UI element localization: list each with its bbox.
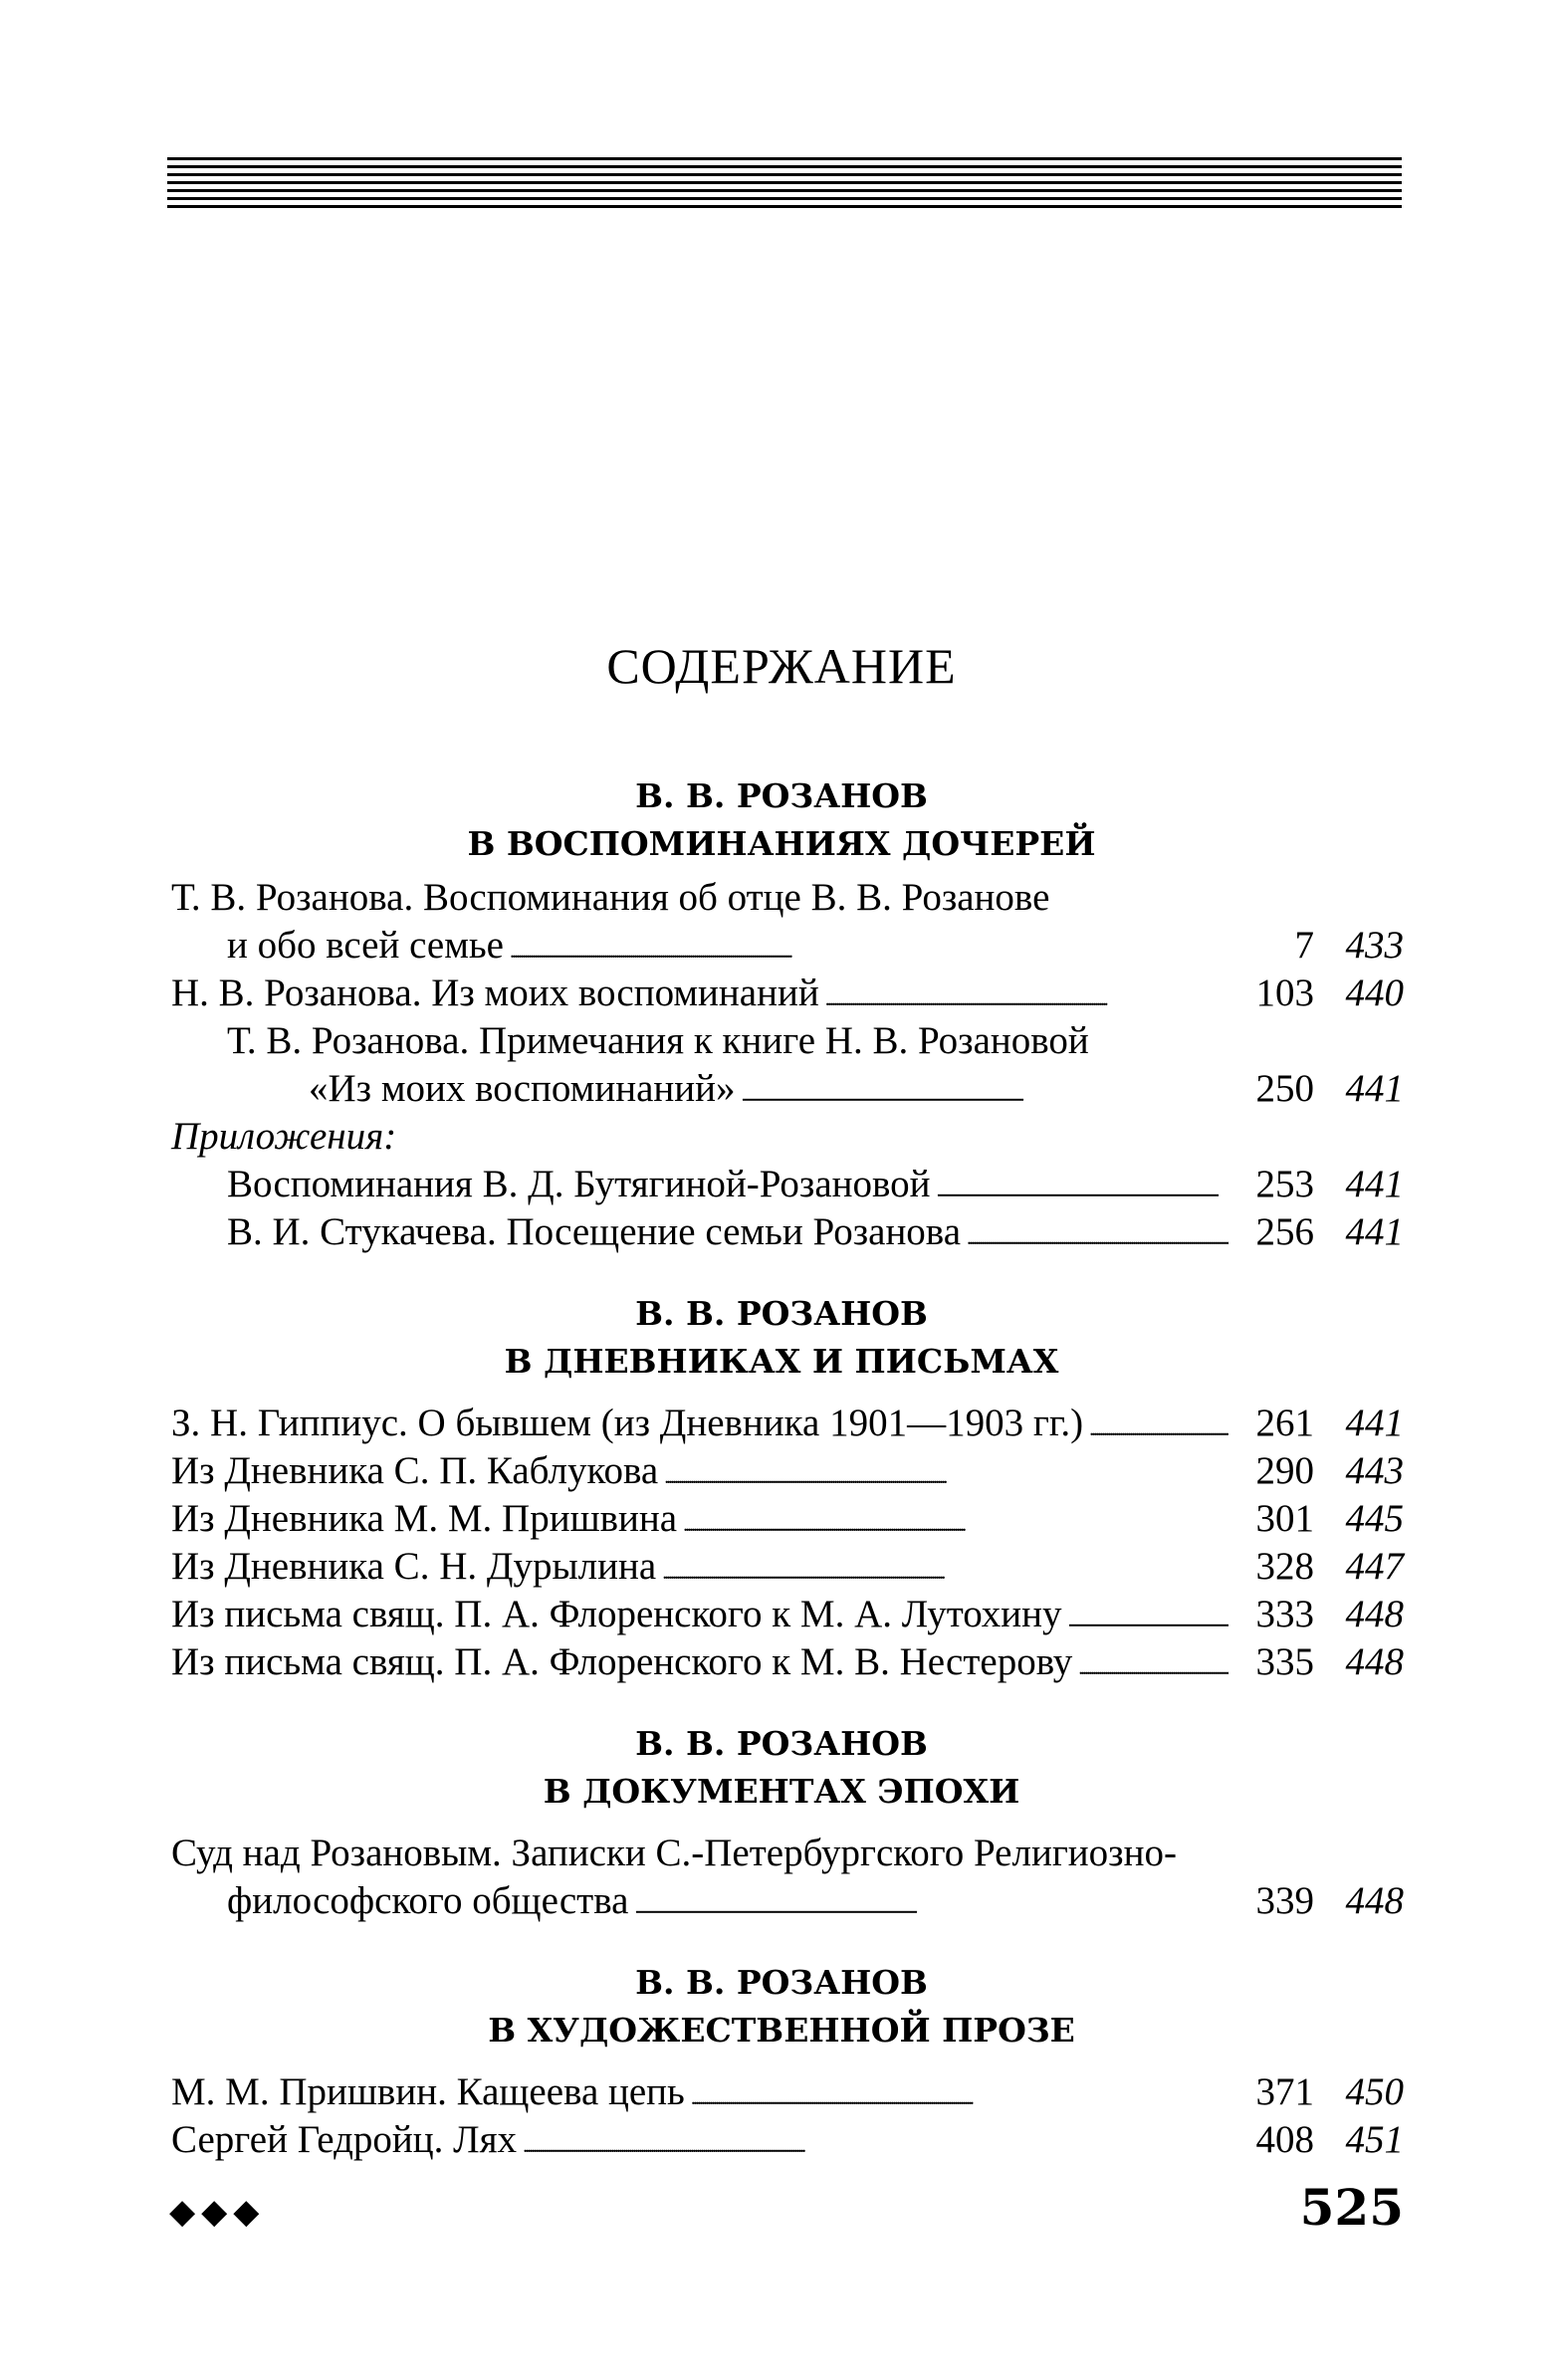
page-ref: 371	[1255, 2070, 1314, 2113]
page-ref: 301	[1255, 1497, 1314, 1540]
section-heading-line: В ДОКУМЕНТАХ ЭПОХИ	[543, 1772, 1020, 1811]
page-title: СОДЕРЖАНИЕ	[606, 638, 957, 694]
section-heading	[0, 1720, 1563, 1816]
notes-page-ref: 448	[1345, 1879, 1404, 1922]
toc-entry-text: Н. В. Розанова. Из моих воспоминаний	[171, 972, 819, 1014]
toc-entry[interactable]	[227, 1877, 1404, 1925]
toc-entry[interactable]	[171, 970, 1404, 1017]
toc-entry-text: Из письма свящ. П. А. Флоренского к М. А. Лутохину	[171, 1593, 1062, 1635]
toc-entry[interactable]	[227, 922, 1404, 970]
dot-leader	[937, 1161, 1228, 1214]
dot-leader	[1068, 1591, 1228, 1644]
dot-leader	[510, 922, 1228, 975]
page-ref: 328	[1255, 1545, 1314, 1588]
page-ref: 250	[1255, 1067, 1314, 1110]
toc-entry-text: М. М. Пришвин. Кащеева цепь	[171, 2070, 685, 2113]
dot-leader	[967, 1208, 1228, 1262]
notes-page-ref: 441	[1345, 1067, 1404, 1110]
toc-entry-text: Сергей Гедройц. Лях	[171, 2118, 518, 2161]
toc-entry[interactable]	[171, 1591, 1404, 1638]
toc-entry-text: философского общества	[227, 1879, 629, 1922]
section-heading-line: В ВОСПОМИНАНИЯХ ДОЧЕРЕЙ	[467, 824, 1096, 863]
section-heading-line: В. В. РОЗАНОВ	[635, 1724, 928, 1763]
toc-entry[interactable]	[171, 1400, 1404, 1447]
dot-leader	[523, 2116, 1228, 2170]
dot-leader	[1089, 1400, 1228, 1453]
dot-leader	[1078, 1638, 1228, 1692]
diamond-ornament-icon: ◆◆◆	[169, 2192, 266, 2232]
notes-page-ref: 441	[1345, 1402, 1404, 1444]
toc-entry-text: Т. В. Розанова. Воспоминания об отце В. В. Розанове	[171, 876, 1050, 919]
toc-entry[interactable]	[227, 1161, 1404, 1208]
page-number: 525	[1299, 2178, 1404, 2237]
toc-entry-text: Из Дневника М. М. Пришвина	[171, 1497, 678, 1540]
section-heading-line: В ДНЕВНИКАХ И ПИСЬМАХ	[504, 1342, 1059, 1381]
notes-page-ref: 443	[1345, 1449, 1404, 1492]
toc-entry-text: Воспоминания В. Д. Бутягиной-Розановой	[227, 1163, 931, 1205]
dot-leader	[664, 1447, 1228, 1501]
page-ref: 335	[1255, 1640, 1314, 1683]
notes-page-ref: 441	[1345, 1210, 1404, 1253]
page-ref: 253	[1255, 1163, 1314, 1205]
section-heading-line: В ХУДОЖЕСТВЕННОЙ ПРОЗЕ	[488, 2011, 1075, 2050]
dot-leader	[691, 2068, 1228, 2122]
section-heading	[0, 1959, 1563, 2055]
notes-page-ref: 445	[1345, 1497, 1404, 1540]
toc-entry-text: и обо всей семье	[227, 924, 504, 967]
toc-entry-text: Из Дневника С. Н. Дурылина	[171, 1545, 657, 1588]
dot-leader	[683, 1495, 1228, 1549]
page-ref: 333	[1255, 1593, 1314, 1635]
notes-page-ref: 450	[1345, 2070, 1404, 2113]
page-ref: 256	[1255, 1210, 1314, 1253]
notes-page-ref: 440	[1345, 972, 1404, 1014]
section-heading-line: В. В. РОЗАНОВ	[635, 776, 928, 815]
toc-entry[interactable]	[227, 1208, 1404, 1256]
page-ref: 339	[1255, 1879, 1314, 1922]
notes-page-ref: 451	[1345, 2118, 1404, 2161]
dot-leader	[825, 970, 1228, 1023]
dot-leader	[662, 1543, 1228, 1597]
toc-entry-text: Из Дневника С. П. Каблукова	[171, 1449, 659, 1492]
toc-entry[interactable]	[171, 2068, 1404, 2116]
header-rule-ornament	[167, 157, 1402, 213]
page-ref: 290	[1255, 1449, 1314, 1492]
toc-entry-text: В. И. Стукачева. Посещение семьи Розанова	[227, 1210, 962, 1253]
notes-page-ref: 448	[1345, 1593, 1404, 1635]
toc-entry[interactable]	[171, 1447, 1404, 1495]
notes-page-ref: 447	[1345, 1545, 1404, 1588]
dot-leader	[634, 1877, 1228, 1931]
section-heading-line: В. В. РОЗАНОВ	[635, 1963, 928, 2002]
toc-entry[interactable]	[171, 1495, 1404, 1543]
toc-entry-text: Т. В. Розанова. Примечания к книге Н. В. Розановой	[227, 1019, 1089, 1062]
section-heading-line: В. В. РОЗАНОВ	[635, 1294, 928, 1333]
page-ref: 408	[1255, 2118, 1314, 2161]
dot-leader	[742, 1065, 1228, 1119]
toc-entry[interactable]	[171, 1638, 1404, 1686]
toc-entry-text: Из письма свящ. П. А. Флоренского к М. В. Нестерову	[171, 1640, 1073, 1683]
toc-entry-text: З. Н. Гиппиус. О бывшем (из Дневника 1901—1903 гг.)	[171, 1402, 1084, 1444]
appendix-label: Приложения:	[171, 1115, 397, 1158]
toc-entry[interactable]	[171, 1543, 1404, 1591]
notes-page-ref: 448	[1345, 1640, 1404, 1683]
notes-page-ref: 433	[1345, 924, 1404, 967]
page-ref: 261	[1255, 1402, 1314, 1444]
toc-entry-text: «Из моих воспоминаний»	[309, 1067, 736, 1110]
section-heading	[0, 772, 1563, 868]
page-ref: 103	[1255, 972, 1314, 1014]
toc-entry[interactable]	[309, 1065, 1404, 1113]
notes-page-ref: 441	[1345, 1163, 1404, 1205]
toc-entry-text: Суд над Розановым. Записки С.-Петербургского Религиозно-	[171, 1832, 1177, 1874]
toc-entry[interactable]	[171, 2116, 1404, 2164]
section-heading	[0, 1290, 1563, 1386]
page-ref: 7	[1294, 924, 1314, 967]
